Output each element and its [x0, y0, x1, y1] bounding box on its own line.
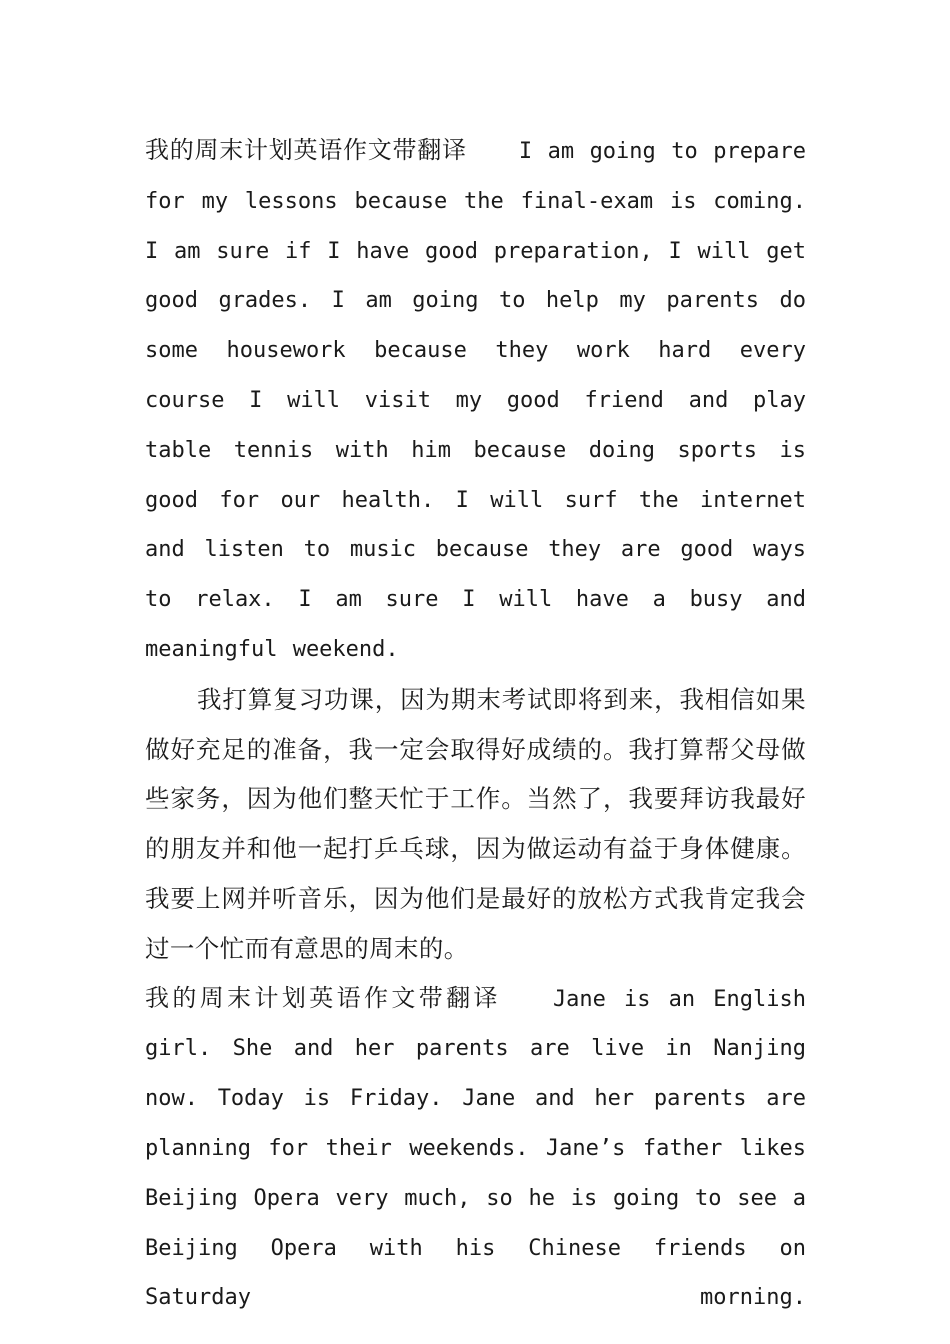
- essay-1-paragraph: [145, 126, 806, 675]
- essay-2-title: 我的周末计划英语作文带翻译: [145, 983, 501, 1012]
- document-body: [145, 126, 806, 1323]
- essay-2-paragraph: [145, 974, 806, 1324]
- essay-1-chinese-translation: 我打算复习功课，因为期末考试即将到来，我相信如果做好充足的准备，我一定会取得好成绩的。我打算帮父母做些家务，因为他们整天忙于工作。当然了，我要拜访我最好的朋友并和他一起打乒乓球，因为做运动有益于身体健康。我要上网并听音乐，因为他们是最好的放松方式我肯定我会过一个忙而有意思的周末的。: [145, 684, 806, 963]
- essay-2-english-text: Jane is an English girl. She and her parents are live in Nanjing now. Today is Friday. Jane and her parents are planning for their weekends. Jane’s father likes Beijing Opera very much, so he is going to see a Beijing Opera with his Chinese friends on Saturday morning.: [145, 986, 806, 1311]
- essay-1-title: 我的周末计划英语作文带翻译: [145, 136, 467, 164]
- essay-1-english-text: I am going to prepare for my lessons because the final-exam is coming. I am sure if I have good preparation, I will get good grades. I am going to help my parents do some housework because they work hard every course I will visit my good friend and play table tennis with him because doing sports is good for our health. I will surf the internet and listen to music because they are good ways to relax. I am sure I will have a busy and meaningful weekend.: [145, 139, 806, 662]
